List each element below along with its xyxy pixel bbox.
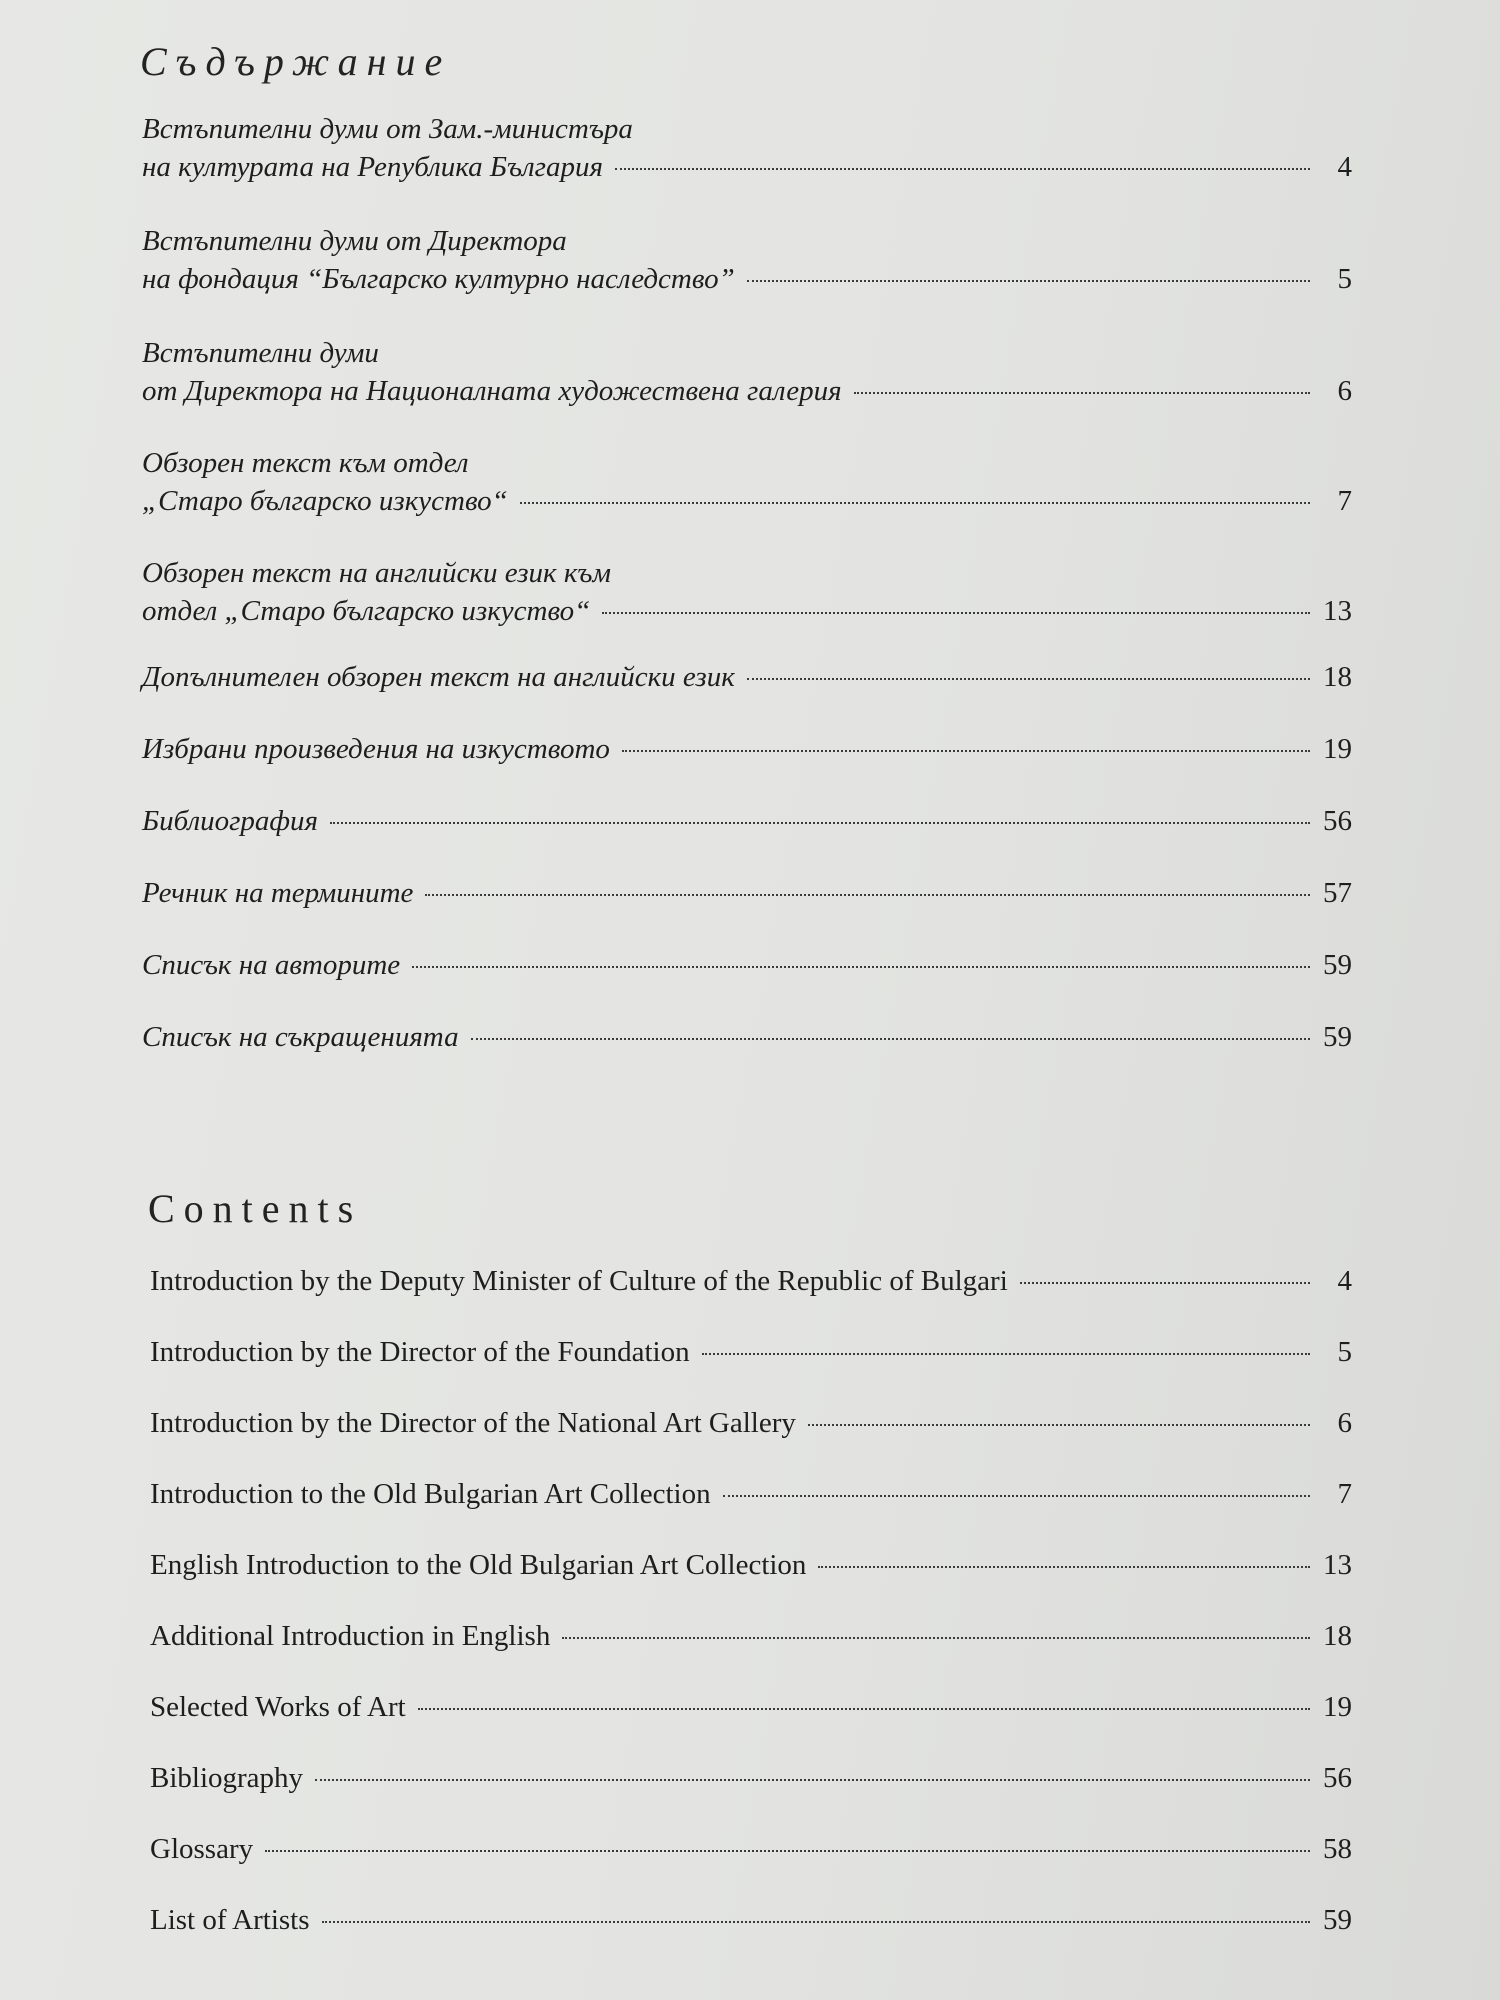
toc-entry-page: 5 — [1337, 263, 1352, 295]
dot-leader — [471, 1038, 1310, 1040]
toc-entry[interactable] — [150, 1333, 1352, 1371]
toc-entry-page: 19 — [1323, 1691, 1352, 1723]
toc-entry[interactable] — [150, 1475, 1352, 1513]
bulgarian-contents-heading: Съдържание — [140, 39, 452, 84]
dot-leader — [602, 612, 1310, 614]
toc-entry[interactable] — [142, 444, 1352, 520]
toc-entry-page: 6 — [1337, 375, 1352, 407]
toc-entry-title: Списък на съкращенията — [142, 1021, 459, 1053]
dot-leader — [622, 750, 1310, 752]
toc-entry-title: Списък на авторите — [142, 949, 401, 981]
toc-entry-title: Introduction by the Director of the National Art Gallery — [150, 1407, 796, 1439]
dot-leader — [854, 392, 1310, 394]
toc-entry[interactable] — [150, 1262, 1352, 1300]
toc-entry-title-line2: отдел „Старо българско изкуство“ — [142, 595, 591, 627]
dot-leader — [562, 1637, 1310, 1639]
toc-entry-page: 5 — [1337, 1336, 1352, 1368]
dot-leader — [330, 822, 1310, 824]
toc-entry-title: Glossary — [150, 1833, 254, 1865]
dot-leader — [615, 168, 1310, 170]
dot-leader — [322, 1921, 1310, 1923]
dot-leader — [1020, 1282, 1310, 1284]
toc-entry-title-line1: Встъпителни думи от Зам.-министъра — [142, 113, 633, 145]
toc-entry-title: List of Artists — [150, 1904, 310, 1936]
toc-entry[interactable] — [142, 946, 1352, 984]
toc-entry[interactable] — [150, 1688, 1352, 1726]
toc-entry[interactable] — [142, 334, 1352, 410]
toc-entry-page: 4 — [1337, 151, 1352, 183]
english-contents-heading: Contents — [148, 1186, 363, 1231]
toc-entry-page: 56 — [1323, 805, 1352, 837]
toc-entry-title: Избрани произведения на изкуството — [142, 733, 610, 765]
toc-entry[interactable] — [150, 1617, 1352, 1655]
toc-entry-page: 4 — [1337, 1265, 1352, 1297]
toc-entry-title-line1: Обзорен текст към отдел — [142, 447, 469, 479]
toc-entry-page: 7 — [1337, 485, 1352, 517]
toc-entry[interactable] — [142, 554, 1352, 630]
toc-entry[interactable] — [142, 874, 1352, 912]
dot-leader — [412, 966, 1310, 968]
dot-leader — [418, 1708, 1310, 1710]
toc-entry-title: Introduction to the Old Bulgarian Art Collection — [150, 1478, 711, 1510]
toc-entry-page: 56 — [1323, 1762, 1352, 1794]
toc-entry[interactable] — [142, 802, 1352, 840]
toc-entry-title-line1: Обзорен текст на английски език към — [142, 557, 611, 589]
toc-entry[interactable] — [150, 1404, 1352, 1442]
toc-entry-page: 59 — [1323, 1021, 1352, 1053]
toc-entry[interactable] — [142, 110, 1352, 186]
toc-entry[interactable] — [142, 730, 1352, 768]
toc-entry-page: 59 — [1323, 949, 1352, 981]
toc-entry[interactable] — [150, 1830, 1352, 1868]
toc-entry-title-line2: от Директора на Националната художествена галерия — [142, 375, 842, 407]
toc-entry-title: English Introduction to the Old Bulgarian Art Collection — [150, 1549, 807, 1581]
toc-entry[interactable] — [142, 222, 1352, 298]
toc-entry-page: 19 — [1323, 733, 1352, 765]
toc-entry-title: Допълнителен обзорен текст на английски език — [142, 661, 735, 693]
toc-entry-title: Речник на термините — [142, 877, 414, 909]
dot-leader — [808, 1424, 1310, 1426]
dot-leader — [315, 1779, 1310, 1781]
toc-entry-page: 18 — [1323, 1620, 1352, 1652]
toc-entry-title-line2: на фондация “Българско културно наследство” — [142, 263, 735, 295]
toc-entry[interactable] — [150, 1546, 1352, 1584]
dot-leader — [702, 1353, 1310, 1355]
dot-leader — [747, 678, 1310, 680]
toc-entry[interactable] — [150, 1759, 1352, 1797]
toc-entry-title-line2: на културата на Република България — [142, 151, 603, 183]
toc-entry-page: 57 — [1323, 877, 1352, 909]
toc-entry-title-line1: Встъпителни думи — [142, 337, 379, 369]
toc-entry-title-line2: „Старо българско изкуство“ — [142, 485, 508, 517]
dot-leader — [520, 502, 1310, 504]
toc-entry-title: Selected Works of Art — [150, 1691, 406, 1723]
toc-entry-page: 13 — [1323, 595, 1352, 627]
toc-entry-page: 6 — [1337, 1407, 1352, 1439]
toc-entry-page: 18 — [1323, 661, 1352, 693]
dot-leader — [723, 1495, 1310, 1497]
toc-entry-title: Introduction by the Director of the Foundation — [150, 1336, 690, 1368]
dot-leader — [747, 280, 1310, 282]
dot-leader — [818, 1566, 1310, 1568]
toc-entry-page: 13 — [1323, 1549, 1352, 1581]
toc-entry[interactable] — [142, 1018, 1352, 1056]
toc-entry-title: Additional Introduction in English — [150, 1620, 551, 1652]
toc-entry-title: Bibliography — [150, 1762, 304, 1794]
toc-entry[interactable] — [150, 1901, 1352, 1939]
toc-entry[interactable] — [142, 658, 1352, 696]
toc-entry-title: Introduction by the Deputy Minister of Culture of the Republic of Bulgari — [150, 1265, 1008, 1297]
toc-entry-title: Библиография — [142, 805, 318, 837]
toc-entry-page: 58 — [1323, 1833, 1352, 1865]
toc-entry-page: 7 — [1337, 1478, 1352, 1510]
dot-leader — [425, 894, 1310, 896]
toc-entry-title-line1: Встъпителни думи от Директора — [142, 225, 567, 257]
toc-entry-page: 59 — [1323, 1904, 1352, 1936]
dot-leader — [265, 1850, 1310, 1852]
